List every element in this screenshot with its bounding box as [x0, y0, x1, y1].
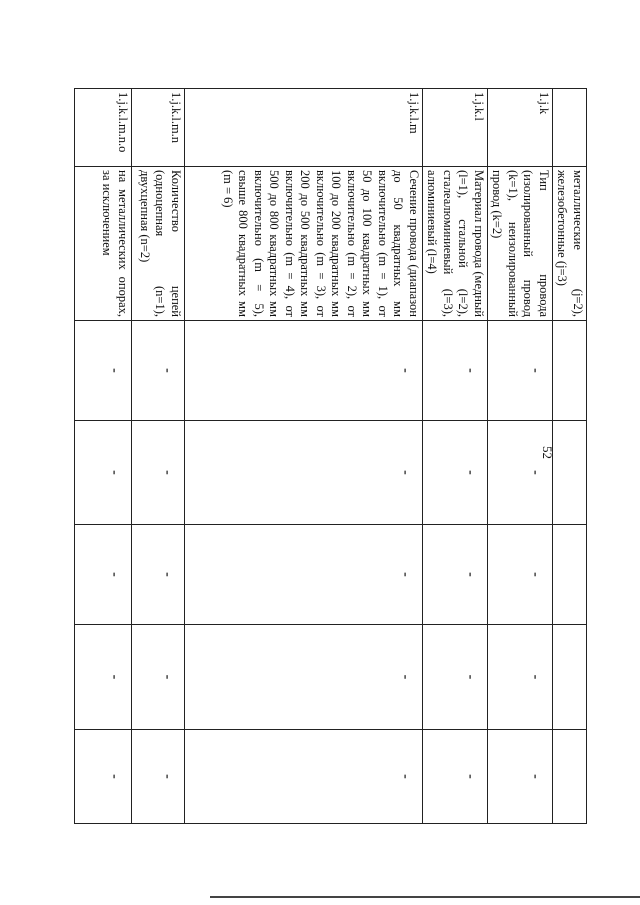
value-cell: -: [132, 730, 185, 824]
value-cell: [553, 421, 587, 525]
page-number: 52: [540, 446, 555, 459]
row-description: на металлических опорах, за исключением: [75, 167, 132, 321]
value-cell: -: [423, 625, 488, 730]
value-cell: -: [132, 321, 185, 421]
table-row: [185, 89, 423, 824]
table-body: [75, 89, 587, 824]
row-description: Тип провода (изолированный провод (k=1), неизолированный провод (k=2): [488, 167, 553, 321]
row-description: металлические (j=2), железобетонные (j=3): [553, 167, 587, 321]
value-cell: [553, 321, 587, 421]
value-cell: -: [423, 421, 488, 525]
value-cell: [553, 730, 587, 824]
value-cell: -: [488, 730, 553, 824]
rotated-table-container: [87, 88, 587, 823]
value-cell: -: [488, 321, 553, 421]
row-code: 1.j.k: [488, 89, 553, 167]
value-cell: -: [75, 625, 132, 730]
value-cell: -: [423, 730, 488, 824]
table-row: [75, 89, 132, 824]
value-cell: -: [185, 321, 423, 421]
value-cell: -: [75, 525, 132, 625]
value-cell: -: [185, 421, 423, 525]
value-cell: -: [132, 625, 185, 730]
rate-table: [74, 88, 587, 824]
value-cell: -: [488, 421, 553, 525]
scan-edge-line: [210, 896, 640, 898]
value-cell: -: [185, 525, 423, 625]
row-code: [553, 89, 587, 167]
value-cell: -: [488, 625, 553, 730]
value-cell: [553, 525, 587, 625]
value-cell: -: [132, 421, 185, 525]
value-cell: -: [132, 525, 185, 625]
row-code: 1.j.k.l: [423, 89, 488, 167]
table-row: [488, 89, 553, 824]
value-cell: -: [185, 625, 423, 730]
value-cell: -: [75, 321, 132, 421]
row-code: 1.j.k.l.m.n: [132, 89, 185, 167]
row-code: 1.j.k.l.m.n.o: [75, 89, 132, 167]
table-row: [132, 89, 185, 824]
value-cell: -: [488, 525, 553, 625]
row-description: Материал провода (медный (l=1), стальной (l=2), сталеалюминиевый (l=3), алюминиевый (l=4): [423, 167, 488, 321]
value-cell: -: [423, 321, 488, 421]
row-description: Количество цепей (одноцепная (n=1), двухцепная (n=2): [132, 167, 185, 321]
value-cell: -: [75, 730, 132, 824]
value-cell: [553, 625, 587, 730]
table-row: [553, 89, 587, 824]
row-description: Сечение провода (диапазон до 50 квадратных мм включительно (m = 1), от 50 до 100 квадратных мм включительно (m = 2), от 100 до 200 квадратных мм включительно (m = 3), от 200 до 500 квадратных мм включительно (m = 4), от 500 до 800 квадратных мм включительно (m = 5), свыше 800 квадратных мм (m = 6): [185, 167, 423, 321]
value-cell: -: [75, 421, 132, 525]
row-code: 1.j.k.l.m: [185, 89, 423, 167]
value-cell: -: [185, 730, 423, 824]
value-cell: -: [423, 525, 488, 625]
table-row: [423, 89, 488, 824]
